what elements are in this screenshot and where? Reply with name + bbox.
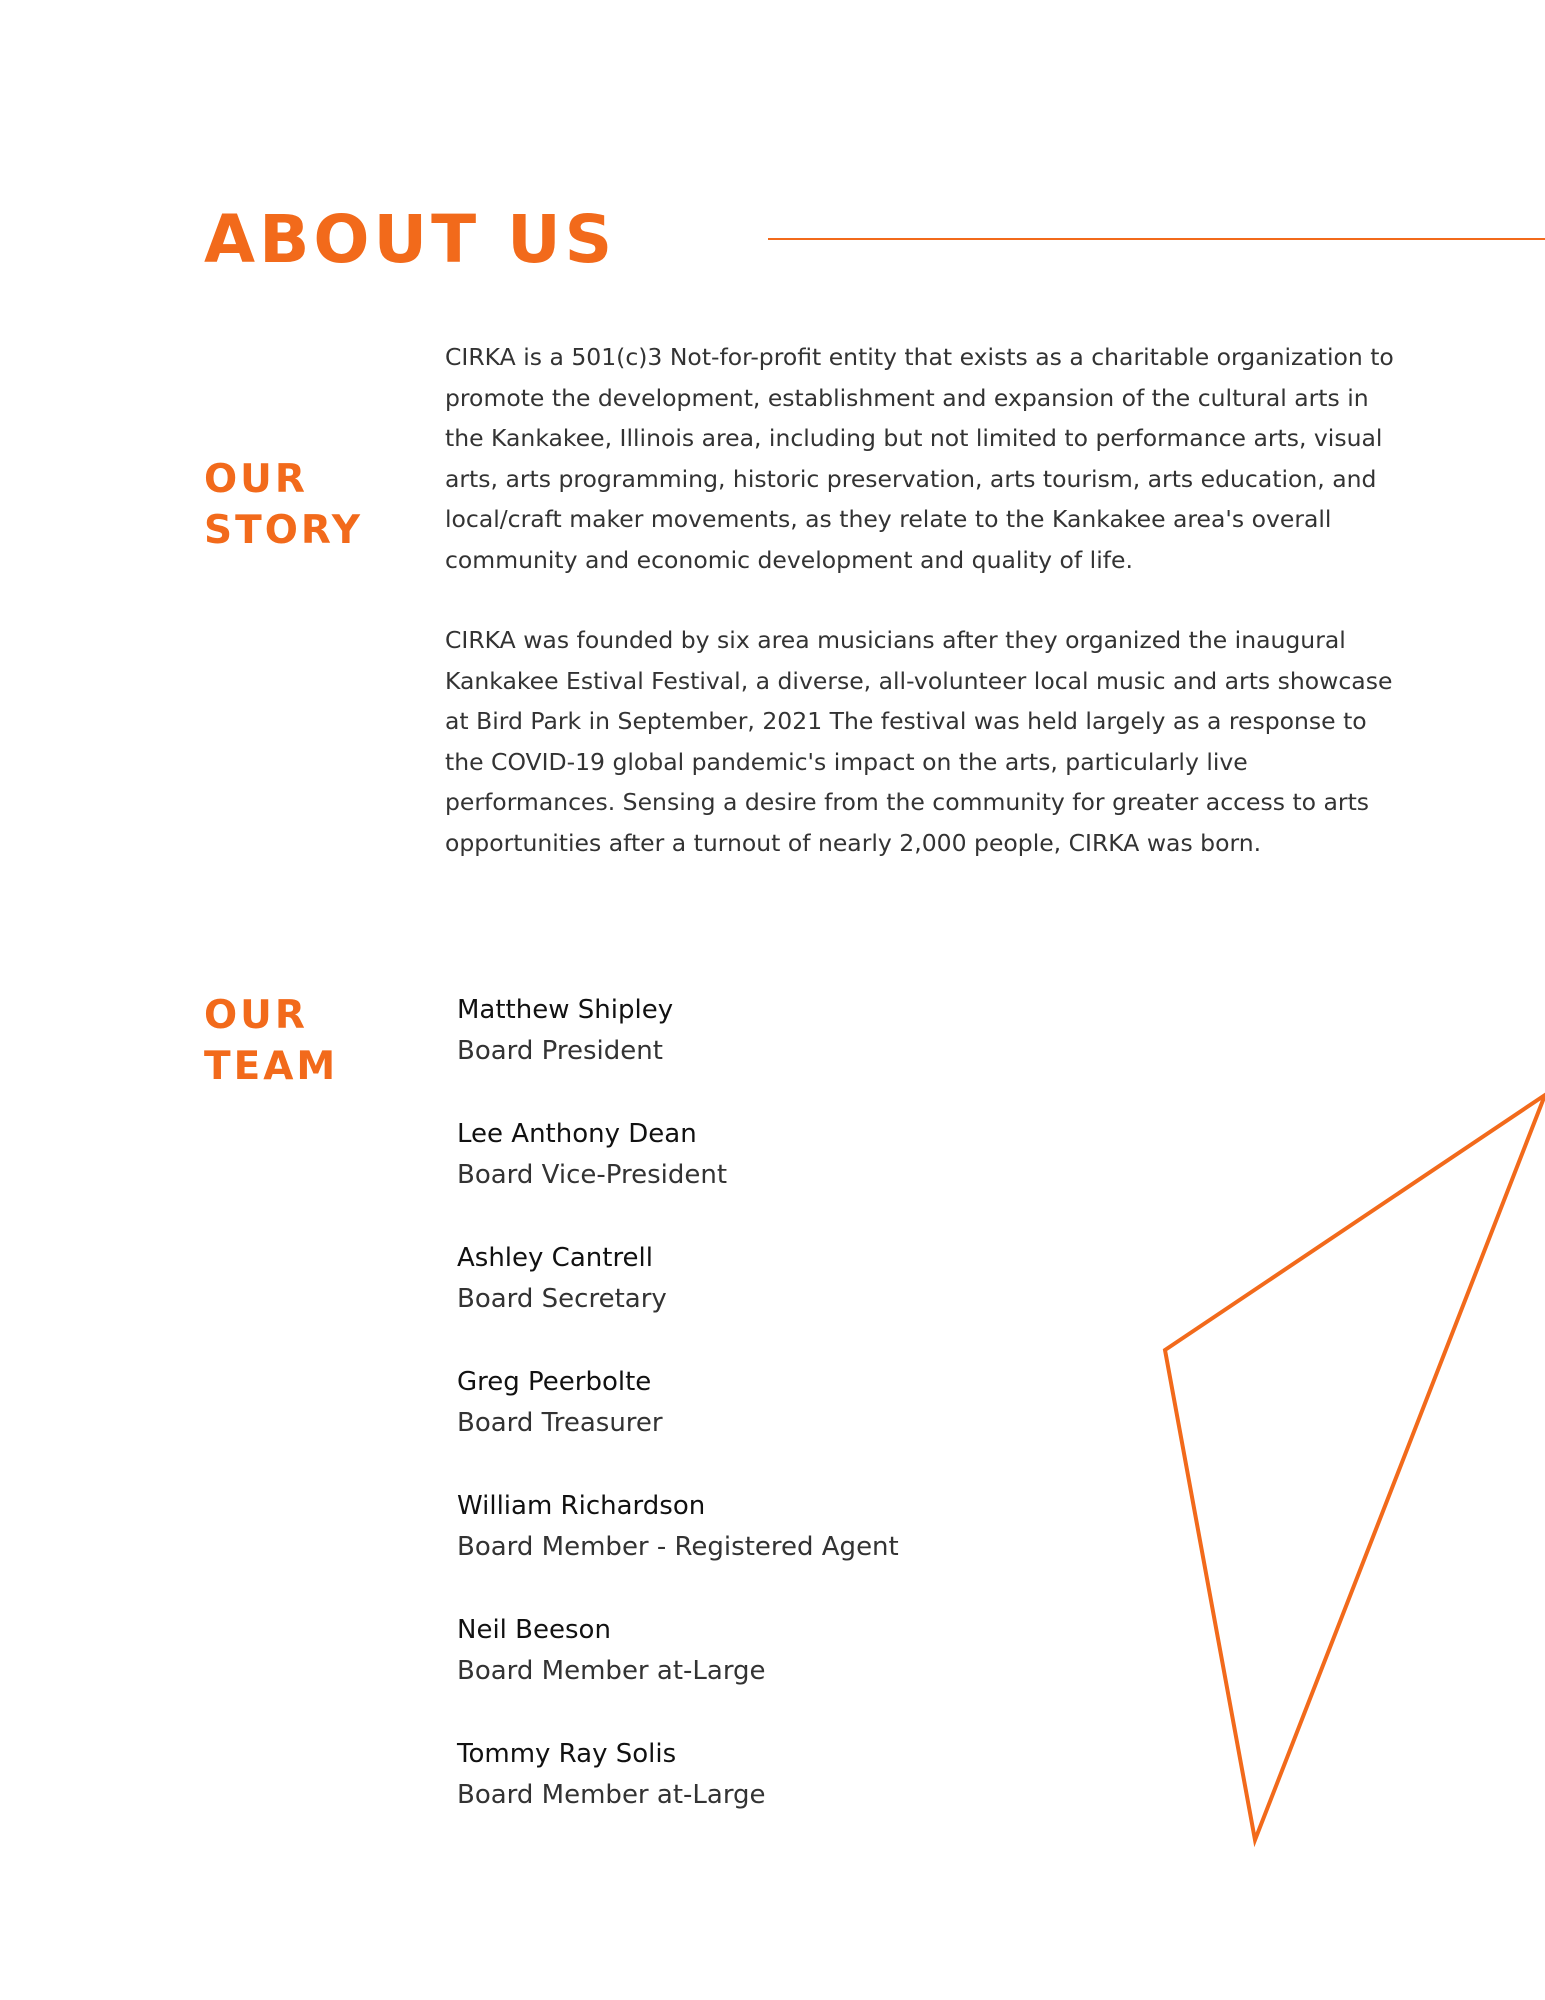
team-member: [457, 1610, 1017, 1734]
member-name: Matthew Shipley: [457, 995, 674, 1025]
member-name: Neil Beeson: [457, 1615, 611, 1645]
team-member: [457, 1114, 1017, 1238]
our-team-heading-line2: TEAM: [204, 1044, 339, 1089]
member-role: Board Secretary: [457, 1284, 667, 1314]
our-team-heading-line1: OUR: [204, 993, 308, 1038]
member-name: William Richardson: [457, 1491, 706, 1521]
our-story-heading: [204, 454, 363, 556]
member-role: Board President: [457, 1036, 663, 1066]
member-role: Board Member at-Large: [457, 1656, 766, 1686]
team-member: [457, 1238, 1017, 1362]
title-divider-line: [768, 238, 1545, 240]
our-story-body: [445, 337, 1405, 903]
triangle-shape: [1165, 1095, 1545, 1840]
team-member: [457, 1734, 1017, 1858]
story-paragraph-1: CIRKA is a 501(c)3 Not-for-profit entity that exists as a charitable organization to promote the development, establishment and expansion of the cultural arts in the Kankakee, Illinois area, including but not limited to performance arts, visual arts, arts programming, historic preservation, arts tourism, arts education, and local/craft maker movements, as they relate to the Kankakee area's overall community and economic development and quality of life.: [445, 343, 1394, 574]
page-title: ABOUT US: [204, 201, 617, 278]
our-story-heading-line1: OUR: [204, 457, 308, 502]
story-paragraph-2: CIRKA was founded by six area musicians after they organized the inaugural Kankakee Estival Festival, a diverse, all-volunteer local music and arts showcase at Bird Park in September, 2021 The festival was held largely as a response to the COVID-19 global pandemic's impact on the arts, particularly live performances. Sensing a desire from the community for greater access to arts opportunities after a turnout of nearly 2,000 people, CIRKA was born.: [445, 626, 1393, 857]
our-story-heading-line2: STORY: [204, 508, 363, 553]
member-name: Ashley Cantrell: [457, 1243, 654, 1273]
member-role: Board Member - Registered Agent: [457, 1532, 899, 1562]
member-role: Board Member at-Large: [457, 1780, 766, 1810]
team-member: [457, 990, 1017, 1114]
member-name: Lee Anthony Dean: [457, 1119, 697, 1149]
team-list: [457, 990, 1017, 1858]
our-team-heading: [204, 990, 338, 1092]
member-role: Board Treasurer: [457, 1408, 663, 1438]
team-member: [457, 1486, 1017, 1610]
member-role: Board Vice-President: [457, 1160, 728, 1190]
member-name: Greg Peerbolte: [457, 1367, 652, 1397]
team-member: [457, 1362, 1017, 1486]
member-name: Tommy Ray Solis: [457, 1739, 677, 1769]
